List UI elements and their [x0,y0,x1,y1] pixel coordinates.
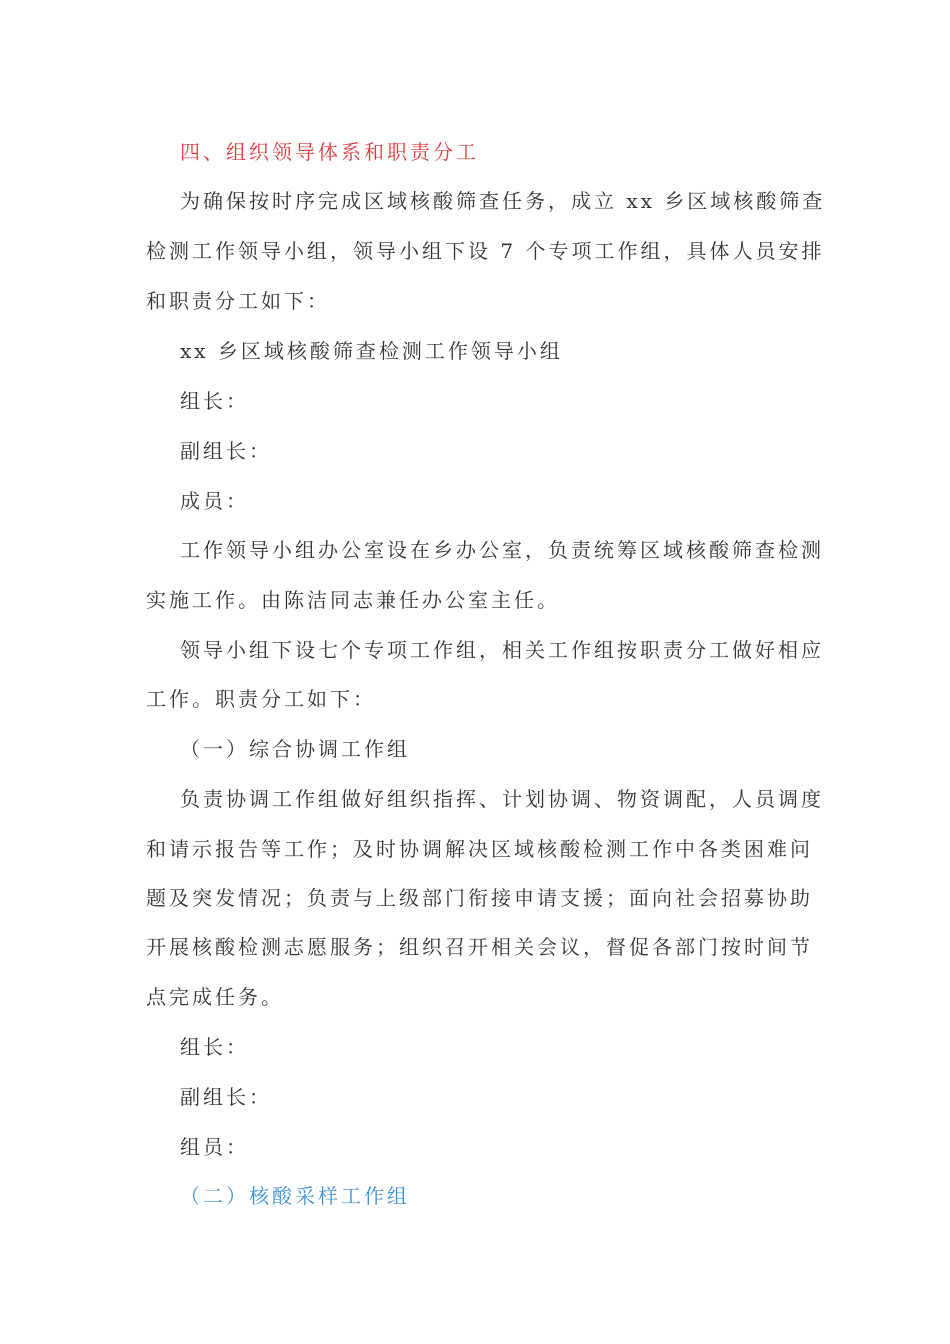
paragraph-line: 负责协调工作组做好组织指挥、计划协调、物资调配，人员调度 [180,787,824,811]
role-label: 成员： [180,489,249,513]
role-label: 组长： [180,389,249,413]
paragraph-line: 工作领导小组办公室设在乡办公室，负责统筹区域核酸筛查检测 [180,538,824,562]
paragraph-line: 开展核酸检测志愿服务；组织召开相关会议，督促各部门按时间节 [146,935,813,959]
subsection-heading: （一）综合协调工作组 [180,737,410,761]
paragraph-line: 为确保按时序完成区域核酸筛查任务，成立 xx 乡区域核酸筛查 [180,189,826,213]
subsection-heading: （二）核酸采样工作组 [180,1184,410,1208]
group-title: xx 乡区域核酸筛查检测工作领导小组 [180,339,563,363]
paragraph-line: 和职责分工如下： [146,289,330,313]
section-heading: 四、组织领导体系和职责分工 [180,140,479,164]
role-label: 组长： [180,1035,249,1059]
role-label: 组员： [180,1135,249,1159]
role-label: 副组长： [180,1085,272,1109]
paragraph-line: 检测工作领导小组，领导小组下设 7 个专项工作组，具体人员安排 [146,239,825,263]
paragraph-line: 点完成任务。 [146,985,284,1009]
paragraph-line: 和请示报告等工作；及时协调解决区域核酸检测工作中各类困难问 [146,837,813,861]
role-label: 副组长： [180,439,272,463]
paragraph-line: 领导小组下设七个专项工作组，相关工作组按职责分工做好相应 [180,638,824,662]
paragraph-line: 题及突发情况；负责与上级部门衔接申请支援；面向社会招募协助 [146,886,813,910]
paragraph-line: 实施工作。由陈洁同志兼任办公室主任。 [146,588,560,612]
paragraph-line: 工作。职责分工如下： [146,687,376,711]
